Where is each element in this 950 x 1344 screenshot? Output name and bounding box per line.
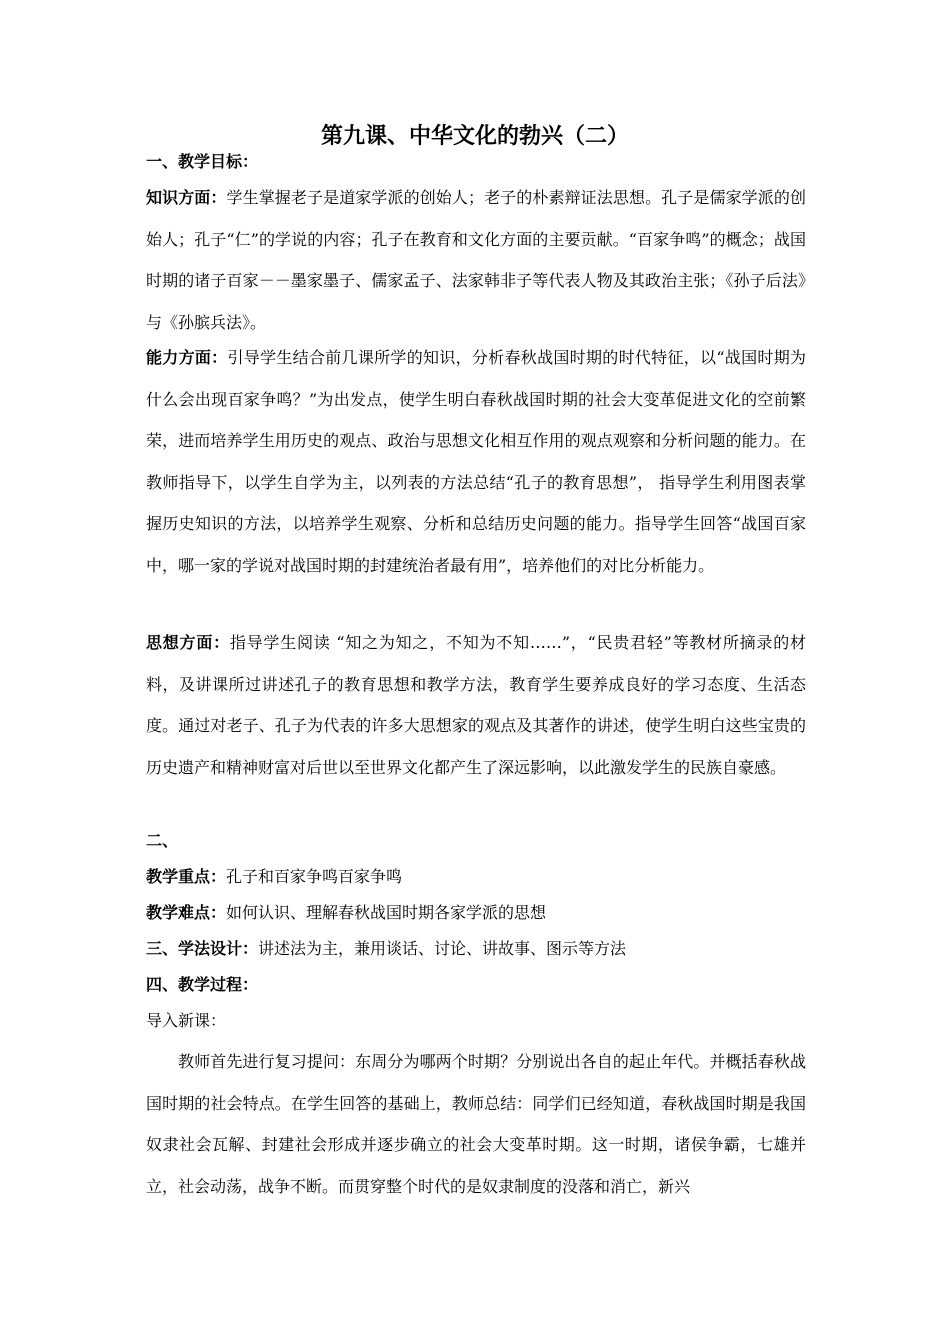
difficulty-paragraph [146,895,806,931]
difficulty-text: 如何认识、理解春秋战国时期各家学派的思想 [226,903,547,922]
ability-label: 能力方面： [146,348,228,367]
intro-label: 导入新课： [146,1011,227,1030]
difficulty-label: 教学难点： [146,903,227,922]
thought-label: 思想方面： [146,633,230,652]
focus-label: 教学重点： [146,867,227,886]
focus-paragraph [146,859,806,895]
intro-paragraph: 教师首先进行复习提问：东周分为哪两个时期？分别说出各自的起止年代。并概括春秋战国时期的社会特点。在学生回答的基础上，教师总结：同学们已经知道，春秋战国时期是我国奴隶社会瓦解、封建社会形成并逐步确立的社会大变革时期。这一时期，诸侯争霸，七雄并立，社会动荡，战争不断。而贯穿整个时代的是奴隶制度的没落和消亡，新兴 [146,1052,806,1196]
focus-text: 孔子和百家争鸣百家争鸣 [226,867,403,886]
section-1-heading: 一、教学目标： [146,152,259,171]
document-title: 第九课、中华文化的勃兴（二） [320,123,629,149]
section-3-text: 讲述法为主，兼用谈话、讨论、讲故事、图示等方法 [258,939,627,958]
section-2-heading: 二、 [146,831,179,850]
knowledge-paragraph [146,177,806,343]
thought-text: 指导学生阅读 “知之为知之，不知为不知……”，“民贵君轻”等教材所摘录的材料，及讲课所过讲述孔子的教育思想和教学方法，教育学生要养成良好的学习态度、生活态度。通过对老子、孔子为代表的许多大思想家的观点及其著作的讲述，使学生明白这些宝贵的历史遗产和精神财富对后世以至世界文化都产生了深远影响，以此激发学生的民族自豪感。 [146,633,806,777]
ability-paragraph [146,337,806,586]
thought-paragraph [146,622,806,788]
section-4-heading: 四、教学过程： [146,975,259,994]
knowledge-text: 学生掌握老子是道家学派的创始人；老子的朴素辩证法思想。孔子是儒家学派的创始人；孔子“仁”的学说的内容；孔子在教育和文化方面的主要贡献。“百家争鸣”的概念；战国时期的诸子百家－－墨家墨子、儒家孟子、法家韩非子等代表人物及其政治主张；《孙子后法》与《孙膑兵法》。 [146,188,806,332]
knowledge-label: 知识方面： [146,188,227,207]
ability-text: 引导学生结合前几课所学的知识，分析春秋战国时期的时代特征，以“战国时期为什么会出现百家争鸣？”为出发点，使学生明白春秋战国时期的社会大变革促进文化的空前繁荣，进而培养学生用历史的观点、政治与思想文化相互作用的观点观察和分析问题的能力。在教师指导下，以学生自学为主，以列表的方法总结“孔子的教育思想”， 指导学生利用图表掌握历史知识的方法，以培养学生观察、分析和总结历史问题的能力。指导学生回答“战国百家中，哪一家的学说对战国时期的封建统治者最有用”，培养他们的对比分析能力。 [146,348,806,575]
section-3-label: 三、学法设计： [146,939,259,958]
section-3-paragraph [146,931,806,967]
